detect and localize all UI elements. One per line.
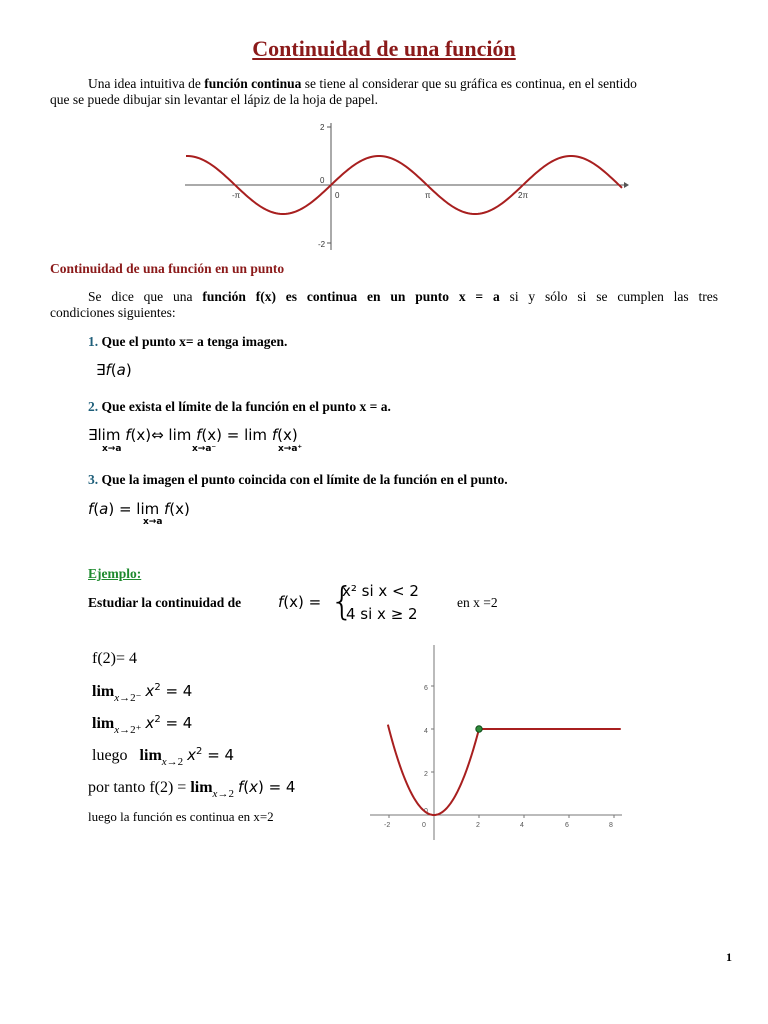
condition-3-number: 3.	[88, 472, 99, 487]
page-number: 1	[726, 950, 732, 964]
piece-2: 4 si x ≥ 2	[346, 605, 418, 623]
condition-2-number: 2.	[88, 399, 99, 414]
pw-ylabel-2: 2	[424, 771, 428, 778]
pw-xlabel-6: 6	[565, 822, 569, 829]
pw-ylabel-0: 0	[424, 808, 428, 815]
conclusion: luego la función es continua en x=2	[88, 809, 274, 824]
pw-ylabel-4: 4	[424, 728, 428, 735]
condition-3-text: Que la imagen el punto coincida con el límite de la función en el punto.	[101, 472, 508, 487]
pw-xlabel-8: 8	[609, 822, 613, 829]
por-tanto-text: por tanto f(2) =	[88, 779, 187, 796]
example-heading: Ejemplo:	[88, 566, 142, 581]
definition-text-1: Se dice que una	[88, 289, 203, 304]
definition-text-2: si y sólo si se cumplen las tres	[499, 289, 718, 304]
condition-1-formula: ∃f(a)	[96, 361, 132, 379]
condition-1-number: 1.	[88, 334, 99, 349]
intro-text-2: se tiene al considerar que su gráfica es continua, en el sentido	[301, 76, 637, 91]
pw-xlabel-0: 0	[422, 822, 426, 829]
intro-text-line2: que se puede dibujar sin levantar el lápiz de la hoja de papel.	[50, 92, 378, 107]
condition-3	[88, 472, 508, 488]
page-title: Continuidad de una función	[252, 36, 516, 61]
luego-word: luego	[92, 747, 128, 764]
junction-point	[476, 726, 482, 732]
condition-2-formula: ∃lim f(x)⇔ lim f(x) = lim f(x) x→a x→a⁻ x→a⁺	[88, 426, 303, 454]
definition-bold: función f(x) es continua en un punto x = a	[202, 289, 500, 304]
piecewise-curve	[388, 725, 621, 815]
sine-xlabel-negpi: -π	[232, 191, 241, 200]
intro-bold: función continua	[204, 76, 302, 91]
right-limit: $\lim_{x\to 2^+} x^2 = 4$	[92, 714, 193, 736]
sine-xlabel-2pi: 2π	[518, 191, 528, 200]
sine-ylabel-2: 2	[320, 123, 325, 132]
piecewise-graph	[360, 640, 630, 845]
f2-value: f(2)= 4	[92, 650, 138, 667]
sine-ylabel-neg2: -2	[318, 240, 326, 249]
piecewise-definition: f(x) = { x² si x < 2 4 si x ≥ 2	[278, 579, 419, 623]
sine-xlabel-pi: π	[425, 191, 431, 200]
x-axis-arrow	[624, 182, 629, 188]
piece-1: x² si x < 2	[342, 582, 419, 600]
example-statement: Estudiar la continuidad de	[88, 595, 242, 610]
sine-ylabel-0: 0	[320, 176, 325, 185]
condition-3-formula: f(a) = lim f(x) x→a	[88, 500, 190, 527]
sine-xlabel-0: 0	[335, 191, 340, 200]
condition-1-text: Que el punto x= a tenga imagen.	[101, 334, 288, 349]
definition-text-line2: condiciones siguientes:	[50, 305, 176, 320]
intro-paragraph	[50, 76, 720, 108]
pw-xlabel-neg2: -2	[384, 822, 391, 829]
pw-ylabel-6: 6	[424, 685, 428, 692]
left-limit: $\lim_{x\to 2^-} x^2 = 4$	[92, 682, 193, 704]
condition-2-text: Que exista el límite de la función en el punto x = a.	[101, 399, 391, 414]
pw-xlabel-4: 4	[520, 822, 524, 829]
condition-1	[88, 334, 287, 350]
section-heading: Continuidad de una función en un punto	[50, 261, 285, 276]
intro-text-1: Una idea intuitiva de	[88, 76, 205, 91]
condition-2	[88, 399, 391, 415]
definition-paragraph	[50, 289, 718, 321]
pw-xlabel-2: 2	[476, 822, 480, 829]
example-at: en x =2	[457, 595, 498, 610]
limit-line: luego $\lim_{x\to 2} x^2 = 4$	[92, 746, 235, 768]
por-tanto-line: por tanto $f(2) = \lim_{x\to 2} f(x) = 4$	[88, 778, 296, 800]
sine-graph	[180, 118, 630, 253]
